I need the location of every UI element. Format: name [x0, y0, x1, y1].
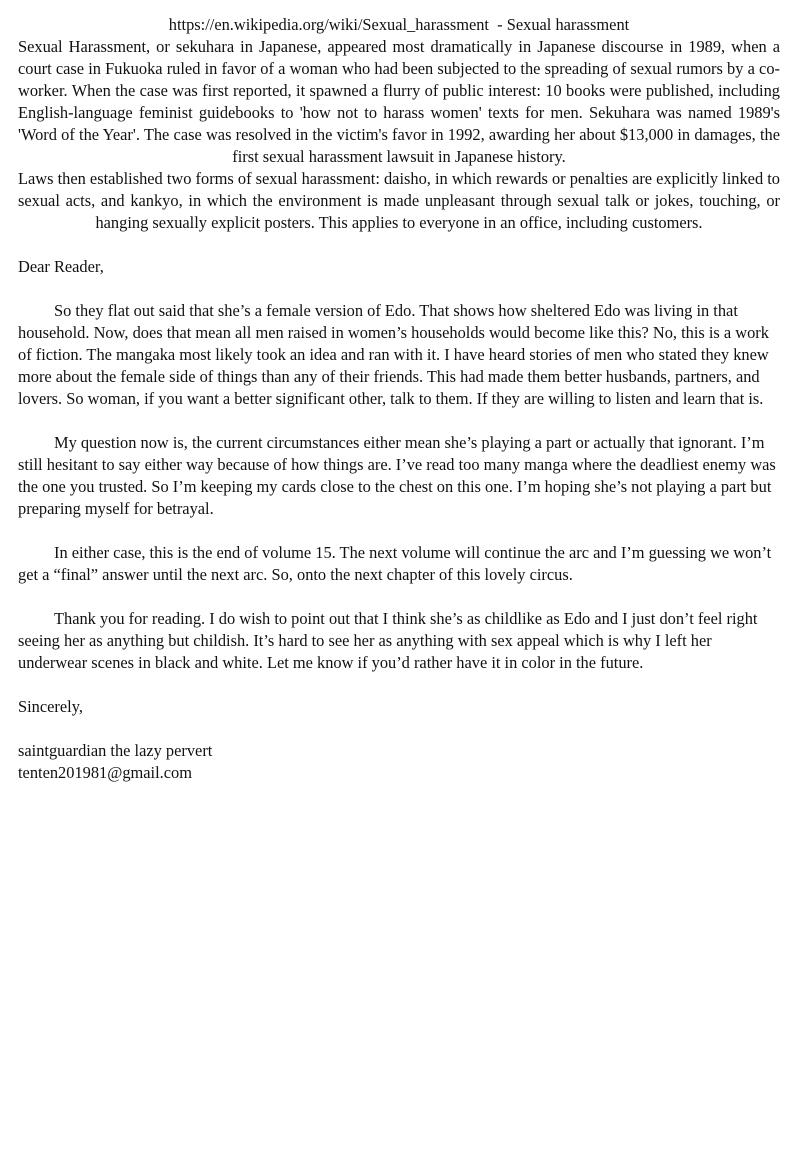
letter-paragraph-3: In either case, this is the end of volume 15. The next volume will continue the arc and I’m guessing we won’t get a “final” answer until the next arc. So, onto the next chapter of this lovely circus. — [18, 543, 772, 584]
source-url: https://en.wikipedia.org/wiki/Sexual_harassment — [168, 15, 489, 34]
signature-name: saintguardian the lazy pervert — [18, 741, 213, 760]
source-title: Sexual harassment — [506, 15, 630, 34]
letter-paragraph-4: Thank you for reading. I do wish to point out that I think she’s as childlike as Edo and I just don’t feel right seeing her as anything but childish. It’s hard to see her as anything with sex appeal which is why I left her underwear scenes in black and white. Let me know if you’d rather have it in color in the future. — [18, 609, 758, 672]
note-paragraph-1: Sexual Harassment, or sekuhara in Japanese, appeared most dramatically in Japanese discourse in 1989, when a court case in Fukuoka ruled in favor of a woman who had been subjected to the spreading of sexual rumors by a co-worker. When the case was first reported, it spawned a flurry of public interest: 10 books were published, including English-language feminist guidebooks to 'how not to harass women' texts for men. Sekuhara was named 1989's 'Word of the Year'. The case was resolved in the victim's favor in 1992, awarding her about $13,000 in damages, the first sexual harassment lawsuit in Japanese history. — [18, 37, 780, 166]
letter-paragraph-1: So they flat out said that she’s a female version of Edo. That shows how sheltered Edo was living in that household. Now, does that mean all men raised in women’s households would become like this? No, this is a work of fiction. The mangaka most likely took an idea and ran with it. I have heard stories of men who stated they knew more about the female side of things than any of their friends. This had made them better husbands, partners, and lovers. So woman, if you want a better significant other, talk to them. If they are willing to listen and learn that is. — [18, 301, 769, 408]
source-line: https://en.wikipedia.org/wiki/Sexual_harassment - Sexual harassment — [168, 15, 630, 34]
letter-body — [18, 256, 780, 784]
letter-paragraph-2: My question now is, the current circumstances either mean she’s playing a part or actually that ignorant. I’m still hesitant to say either way because of how things are. I’ve read too many manga where the deadliest enemy was the one you trusted. So I’m keeping my cards close to the chest on this one. I’m hoping she’s not playing a part but preparing myself for betrayal. — [18, 433, 776, 518]
document-page — [18, 14, 780, 784]
letter-closing: Sincerely, — [18, 697, 83, 716]
signature-email: tenten201981@gmail.com — [18, 763, 192, 782]
note-paragraph-2: Laws then established two forms of sexual harassment: daisho, in which rewards or penalties are explicitly linked to sexual acts, and kankyo, in which the environment is made unpleasant through sexual talk or jokes, touching, or hanging sexually explicit posters. This applies to everyone in an office, including customers. — [18, 169, 780, 232]
letter-salutation: Dear Reader, — [18, 257, 104, 276]
